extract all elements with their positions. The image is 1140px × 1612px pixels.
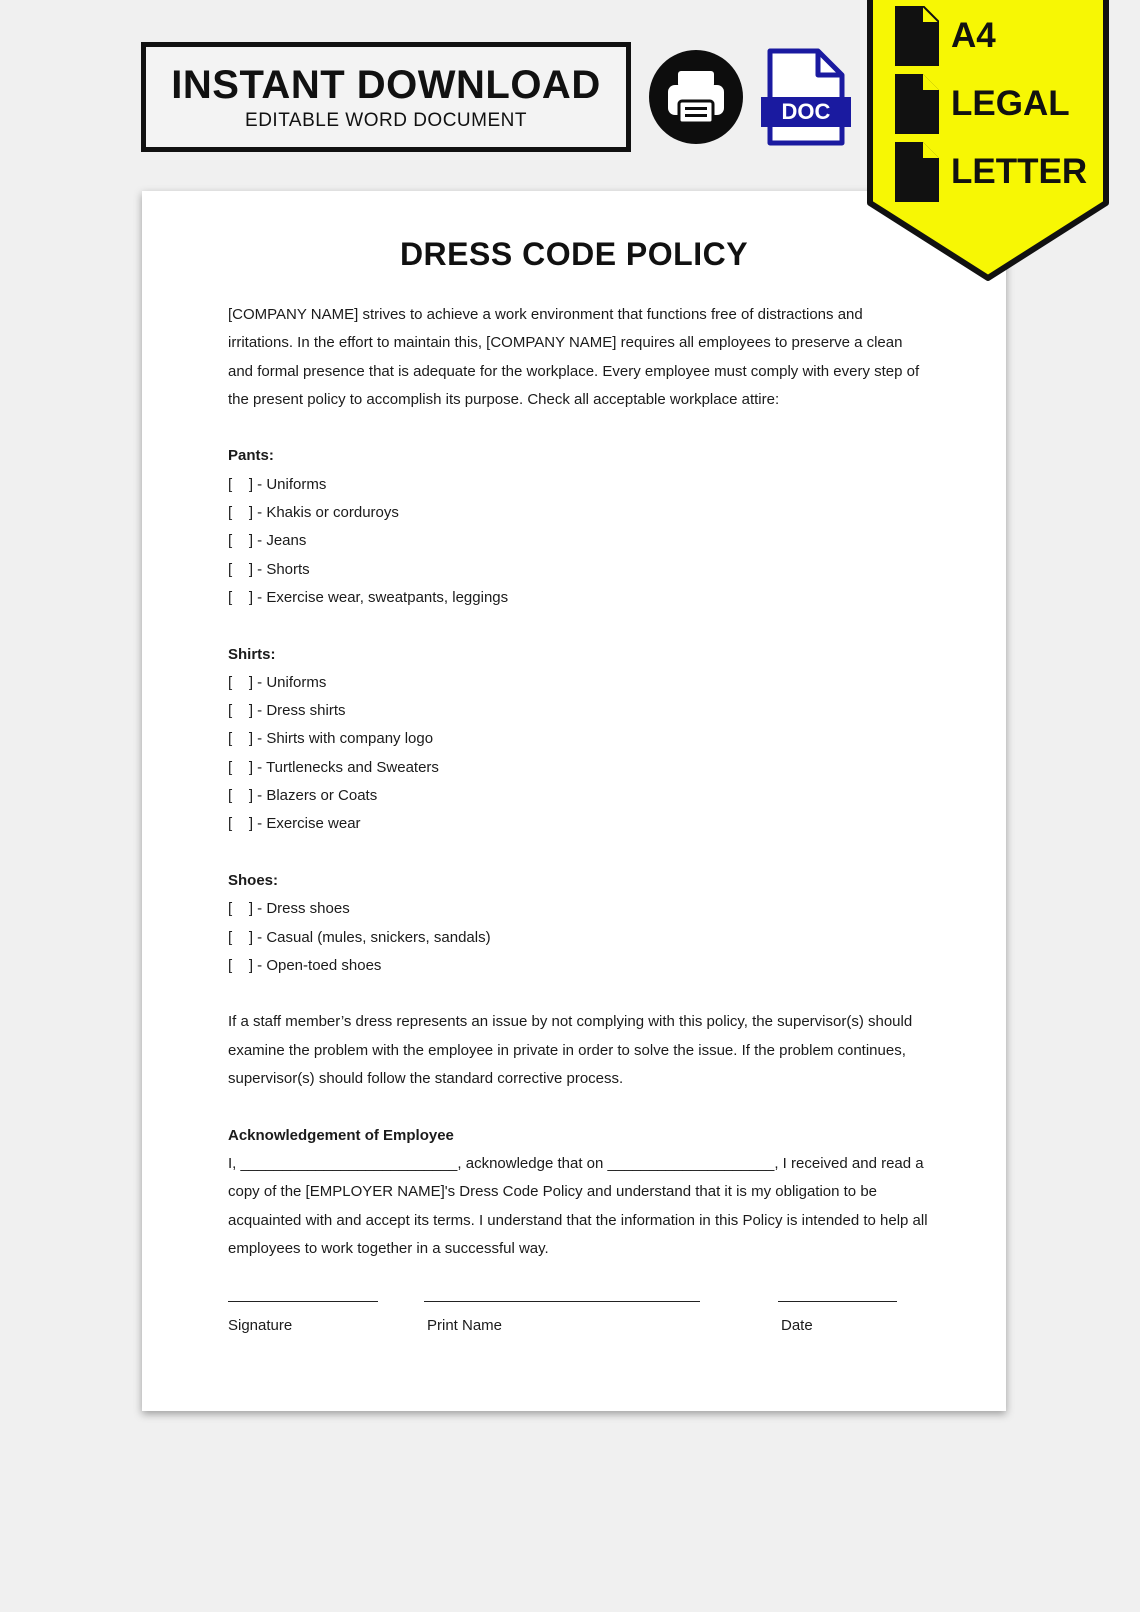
signature-line[interactable]: [228, 1301, 378, 1302]
print-name-line[interactable]: [424, 1301, 700, 1302]
section-heading-shoes: Shoes:: [228, 871, 279, 889]
signature-label: Signature: [228, 1317, 293, 1334]
doc-file-icon: [760, 48, 852, 146]
checklist-item: [ ] - Exercise wear: [228, 815, 361, 833]
checklist-item: [ ] - Khakis or corduroys: [228, 504, 399, 522]
checklist-item: [ ] - Dress shoes: [228, 900, 350, 918]
size-row-a4: [895, 6, 1105, 68]
size-label-legal: LEGAL: [951, 84, 1070, 123]
file-icon: [895, 6, 939, 66]
banner-subtitle: EDITABLE WORD DOCUMENT: [245, 110, 527, 131]
signature-row: [228, 1301, 928, 1361]
doc-label: DOC: [781, 99, 831, 124]
size-row-legal: [895, 74, 1105, 136]
checklist-item: [ ] - Shirts with company logo: [228, 730, 434, 748]
size-label-letter: LETTER: [951, 152, 1088, 191]
file-icon: [895, 74, 939, 134]
checklist-item: [ ] - Uniforms: [228, 673, 327, 691]
checklist-item: [ ] - Open-toed shoes: [228, 956, 382, 974]
page-title: DRESS CODE POLICY: [399, 236, 749, 272]
instant-download-banner: [141, 42, 631, 152]
checklist-item: [ ] - Jeans: [228, 532, 307, 550]
file-icon: [895, 142, 939, 202]
acknowledgement-heading: Acknowledgement of Employee: [228, 1126, 454, 1144]
checklist-item: [ ] - Dress shirts: [228, 702, 346, 720]
compliance-paragraph: If a staff member’s dress represents an issue by not complying with this policy, the supervisor(s) should examine the problem with the employee in private in order to solve the issue. If the problem continues, supervisor(s) should follow the standard corrective process.: [228, 1013, 913, 1088]
document-page: [142, 191, 1006, 1411]
checklist-item: [ ] - Uniforms: [228, 475, 327, 493]
size-label-a4: A4: [951, 16, 996, 55]
checklist-item: [ ] - Blazers or Coats: [228, 787, 378, 805]
checklist-item: [ ] - Turtlenecks and Sweaters: [228, 758, 439, 776]
acknowledgement-paragraph: I, __________________________, acknowledge that on ____________________, I received and read a copy of the [EMPLOYER NAME]'s Dress Code Policy and understand that it is my obligation to be acquainted with and accept its terms. I understand that the information in this Policy is intended to help all employees to work together in a successful way.: [228, 1154, 928, 1257]
section-heading-pants: Pants:: [228, 447, 274, 465]
paper-sizes-ribbon: [867, 0, 1110, 282]
intro-paragraph: [COMPANY NAME] strives to achieve a work environment that functions free of distractions and irritations. In the effort to maintain this, [COMPANY NAME] requires all employees to preserve a clean and formal presence that is adequate for the workplace. Every employee must comply with every step of the present policy to accomplish its purpose. Check all acceptable workplace attire:: [228, 306, 920, 408]
checklist-item: [ ] - Casual (mules, snickers, sandals): [228, 928, 491, 946]
print-name-label: Print Name: [427, 1317, 503, 1334]
checklist-item: [ ] - Shorts: [228, 560, 310, 578]
printer-icon: [648, 49, 744, 145]
section-heading-shirts: Shirts:: [228, 645, 276, 663]
date-line[interactable]: [778, 1301, 897, 1302]
size-row-letter: [895, 142, 1105, 204]
date-label: Date: [781, 1317, 813, 1334]
document-body: [228, 301, 928, 1263]
banner-title: INSTANT DOWNLOAD: [171, 63, 601, 107]
checklist-item: [ ] - Exercise wear, sweatpants, leggings: [228, 588, 509, 606]
